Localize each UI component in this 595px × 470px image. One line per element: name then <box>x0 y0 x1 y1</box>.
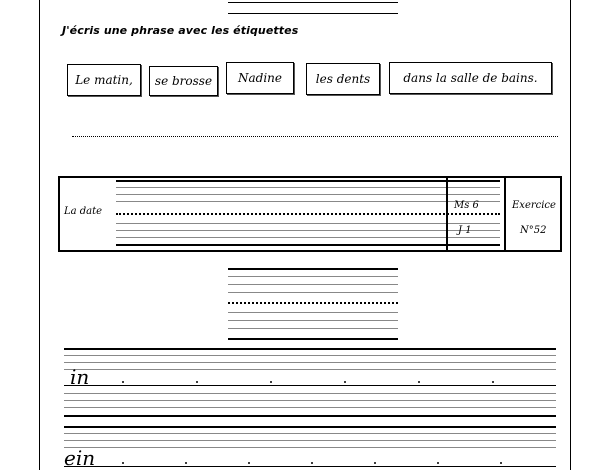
letter-start-dot <box>418 381 420 383</box>
practice-guide-line <box>64 400 556 401</box>
letter-start-dot <box>374 462 376 464</box>
center-writing-line <box>228 312 398 313</box>
page-right-border <box>570 0 571 470</box>
word-label-1[interactable]: Le matin, <box>67 64 141 96</box>
center-writing-line <box>228 284 398 285</box>
letter-start-dot <box>270 381 272 383</box>
word-label-4[interactable]: les dents <box>306 63 380 95</box>
exercise-number: N°52 <box>520 225 547 236</box>
date-guide-line <box>116 194 500 195</box>
letter-start-dot <box>196 381 198 383</box>
center-writing-line[interactable] <box>228 302 398 304</box>
practice-guide-line <box>64 393 556 394</box>
letter-start-dot <box>492 381 494 383</box>
practice-model-in: in <box>70 365 90 389</box>
practice-guide-line <box>64 362 556 363</box>
header-divider <box>504 178 506 250</box>
date-guide-line <box>116 237 500 238</box>
practice-model-ein: ein <box>64 446 96 470</box>
center-writing-line <box>228 320 398 321</box>
practice-guide-line <box>64 369 556 370</box>
instruction-text: J'écris une phrase avec les étiquettes <box>62 24 299 37</box>
date-guide-line <box>116 230 500 231</box>
page-left-border <box>39 0 40 470</box>
date-guide-line <box>116 244 500 246</box>
word-label-2[interactable]: se brosse <box>149 66 218 96</box>
practice-guide-line <box>64 440 556 441</box>
exercise-label: Exercice <box>512 200 556 211</box>
practice-writing-line[interactable] <box>64 466 556 467</box>
top-writing-line <box>228 2 398 3</box>
center-writing-line <box>228 276 398 277</box>
answer-line <box>72 136 558 137</box>
ms-label: Ms 6 <box>454 200 479 211</box>
practice-guide-line <box>64 415 556 417</box>
letter-start-dot <box>122 381 124 383</box>
practice-guide-line <box>64 447 556 448</box>
center-writing-line <box>228 328 398 329</box>
date-guide-line <box>116 201 500 202</box>
date-guide-line <box>116 223 500 224</box>
date-guide-line <box>116 180 500 182</box>
center-writing-line <box>228 338 398 340</box>
word-label-3[interactable]: Nadine <box>226 62 294 94</box>
exercise-header <box>58 176 562 252</box>
header-divider <box>446 178 448 250</box>
letter-start-dot <box>311 462 313 464</box>
letter-start-dot <box>185 462 187 464</box>
practice-guide-line <box>64 348 556 350</box>
letter-start-dot <box>344 381 346 383</box>
date-writing-line[interactable] <box>116 213 500 215</box>
top-writing-line <box>228 13 398 14</box>
practice-guide-line <box>64 407 556 408</box>
practice-guide-line <box>64 433 556 434</box>
date-guide-line <box>116 187 500 188</box>
practice-guide-line <box>64 355 556 356</box>
letter-start-dot <box>500 462 502 464</box>
practice-writing-line[interactable] <box>64 385 556 386</box>
letter-start-dot <box>437 462 439 464</box>
center-writing-line <box>228 292 398 293</box>
word-label-5[interactable]: dans la salle de bains. <box>389 62 552 94</box>
j-label: J 1 <box>458 225 472 236</box>
center-writing-line <box>228 268 398 270</box>
letter-start-dot <box>248 462 250 464</box>
letter-start-dot <box>122 462 124 464</box>
practice-guide-line <box>64 426 556 428</box>
date-label: La date <box>64 206 103 217</box>
